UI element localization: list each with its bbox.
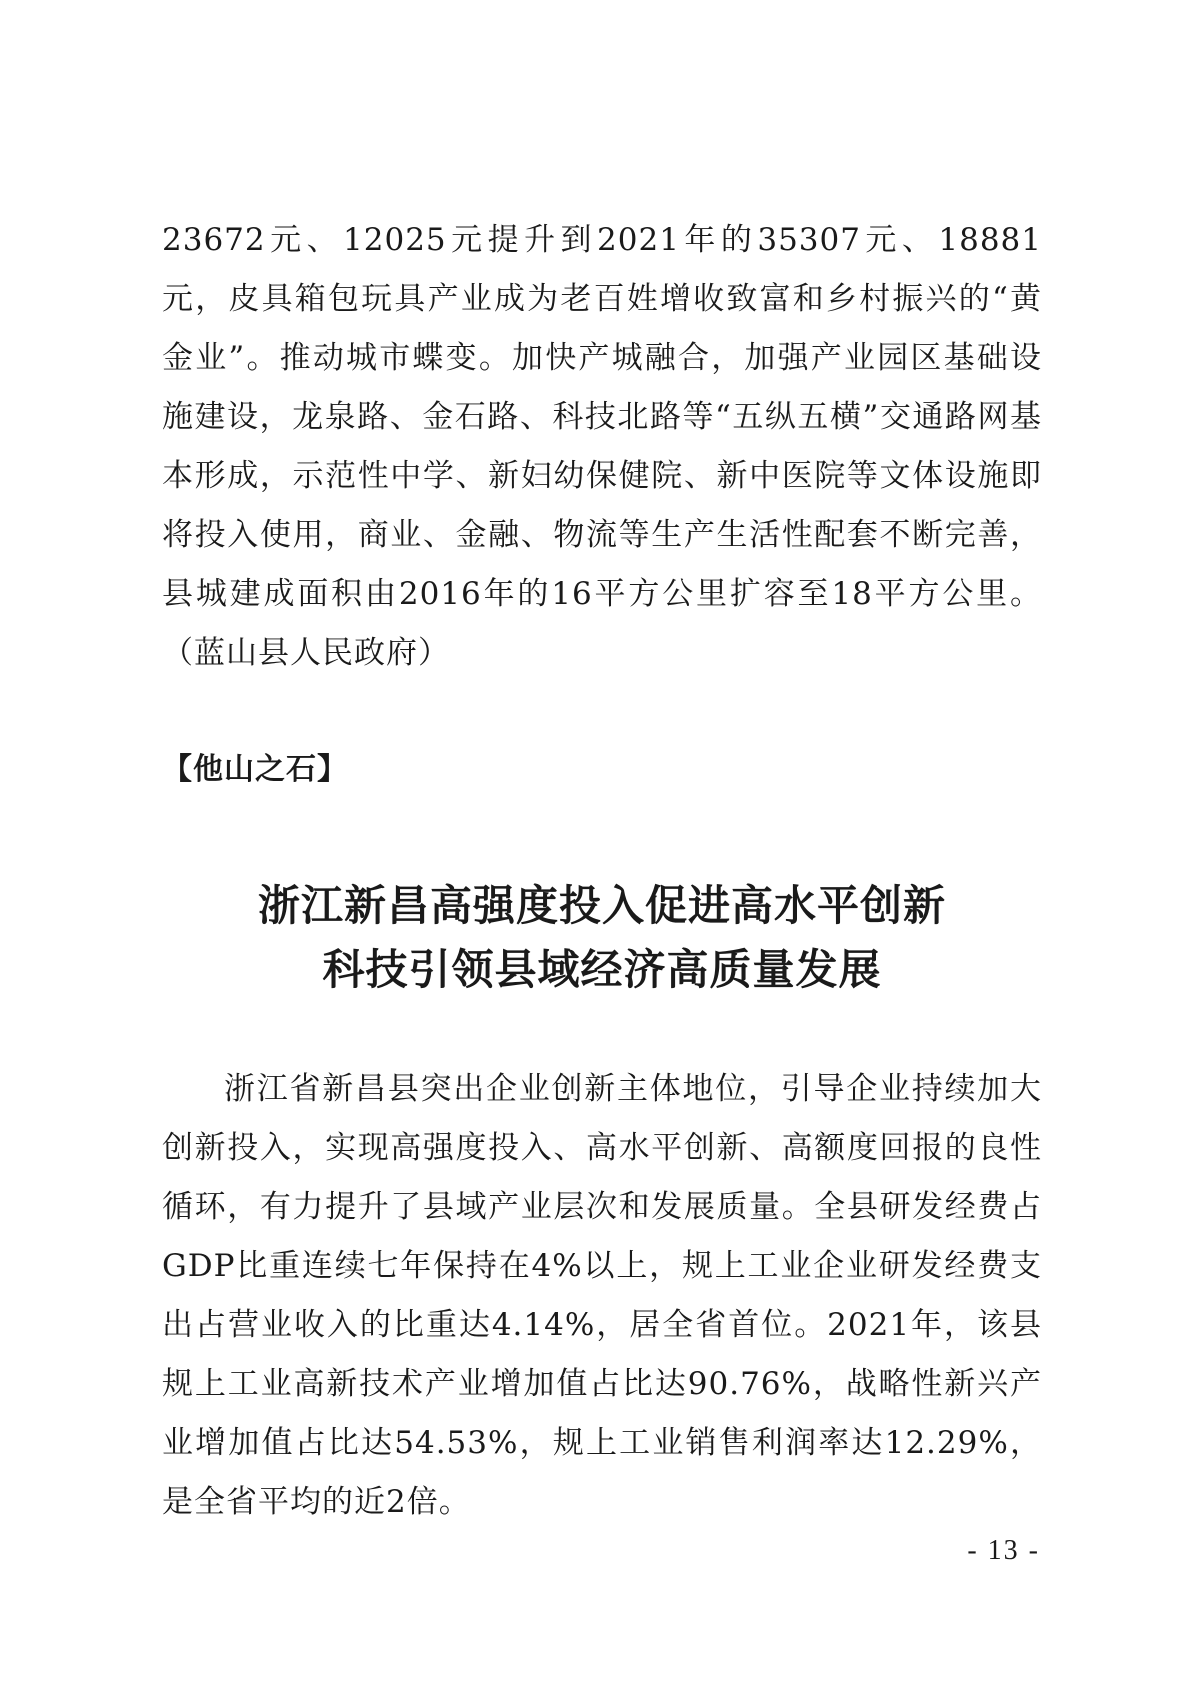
article-title-line-2: 科技引领县域经济高质量发展 bbox=[322, 945, 882, 994]
body-paragraph-continued: 23672元、12025元提升到2021年的35307元、18881元，皮具箱包玩具产业成为老百姓增收致富和乡村振兴的“黄金业”。推动城市蝶变。加快产城融合，加强产业园区基础设施建设，龙泉路、金石路、科技北路等“五纵五横”交通路网基本形成，示范性中学、新妇幼保健院、新中医院等文体设施即将投入使用，商业、金融、物流等生产生活性配套不断完善，县城建成面积由2016年的16平方公里扩容至18平方公里。（蓝山县人民政府） bbox=[162, 222, 1042, 671]
article-title bbox=[162, 874, 1042, 1002]
page-number: - 13 - bbox=[967, 1535, 1040, 1566]
body-paragraph: 浙江省新昌县突出企业创新主体地位，引导企业持续加大创新投入，实现高强度投入、高水平创新、高额度回报的良性循环，有力提升了县域产业层次和发展质量。全县研发经费占GDP比重连续七年保持在4%以上，规上工业企业研发经费支出占营业收入的比重达4.14%，居全省首位。2021年，该县规上工业高新技术产业增加值占比达90.76%，战略性新兴产业增加值占比达54.53%，规上工业销售利润率达12.29%，是全省平均的近2倍。 bbox=[162, 1071, 1042, 1520]
article-title-line-1: 浙江新昌高强度投入促进高水平创新 bbox=[257, 881, 946, 930]
section-tag: 【他山之石】 bbox=[162, 752, 348, 787]
